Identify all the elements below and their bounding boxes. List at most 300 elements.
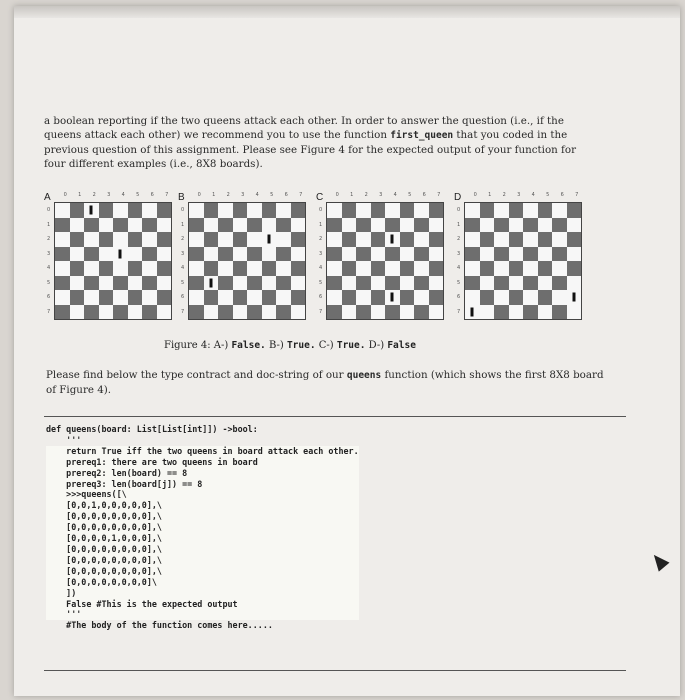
board-cell (567, 305, 582, 320)
board-cell (414, 203, 429, 218)
board-cell (523, 218, 538, 233)
board-cell (400, 232, 415, 247)
board-cell (247, 290, 262, 305)
row-index: 2 (319, 236, 323, 242)
board-letter: C (316, 192, 324, 203)
board-cell (480, 290, 495, 305)
board-cell (142, 218, 157, 233)
code-line: prereq1: there are two queens in board (46, 457, 359, 468)
board-cell (157, 261, 172, 276)
board-cell (142, 290, 157, 305)
column-index: 1 (488, 192, 492, 198)
board-cell (494, 261, 509, 276)
board-cell (414, 232, 429, 247)
board-cell (157, 305, 172, 320)
board-cell (262, 203, 277, 218)
chess-grid (326, 202, 444, 320)
board-cell (189, 276, 204, 291)
board-cell (113, 218, 128, 233)
board-cell (509, 232, 524, 247)
row-index: 2 (47, 236, 51, 242)
board-cell (276, 203, 291, 218)
board-cell (414, 290, 429, 305)
column-index: 7 (299, 192, 303, 198)
board-cell (218, 261, 233, 276)
code-line: [0,0,0,0,0,0,0,0],\ (46, 522, 359, 533)
board-cell (247, 261, 262, 276)
board-cell (552, 218, 567, 233)
board-cell (189, 232, 204, 247)
row-index: 5 (181, 279, 185, 286)
board-cell (538, 276, 553, 291)
board-cell (356, 203, 371, 218)
board-cell (84, 218, 99, 233)
column-index: 0 (335, 192, 339, 198)
column-index: 6 (422, 192, 426, 198)
board-cell (157, 218, 172, 233)
board-cell (538, 232, 553, 247)
document-page (14, 6, 680, 696)
caption-d-prefix: D-) (365, 340, 388, 351)
code-line: prereq3: len(board[j]) == 8 (46, 479, 359, 490)
code-line: [0,0,0,0,0,0,0,0]\ (46, 577, 359, 588)
row-index: 6 (457, 294, 461, 300)
board-cell (552, 305, 567, 320)
board-cell (414, 305, 429, 320)
row-index: 4 (181, 265, 185, 271)
column-index: 4 (531, 192, 535, 198)
board-cell (371, 290, 386, 305)
board-cell (494, 290, 509, 305)
board-cell (70, 203, 85, 218)
board-cell (55, 247, 70, 262)
board-cell (233, 276, 248, 291)
board-cell (291, 203, 306, 218)
board-cell (189, 290, 204, 305)
column-index: 6 (150, 192, 154, 198)
board-cell (400, 290, 415, 305)
board-cell (113, 290, 128, 305)
board-cell (538, 305, 553, 320)
caption-prefix: Figure 4: A-) (164, 340, 232, 351)
row-index: 4 (319, 265, 323, 271)
board-cell (509, 247, 524, 262)
board-cell (523, 276, 538, 291)
board-cell (552, 203, 567, 218)
queen-marker (572, 293, 575, 302)
board-cell (523, 203, 538, 218)
board-letter: B (178, 192, 185, 203)
column-index: 4 (255, 192, 259, 198)
row-index: 7 (457, 308, 461, 315)
board-cell (142, 261, 157, 276)
row-index: 2 (457, 236, 461, 242)
board-cell (204, 276, 219, 291)
column-index: 3 (241, 192, 245, 198)
board-cell (113, 261, 128, 276)
board-cell (494, 218, 509, 233)
column-index: 0 (63, 192, 67, 198)
board-cell (276, 261, 291, 276)
board-cell (509, 290, 524, 305)
row-index: 3 (47, 250, 51, 257)
row-index: 3 (181, 250, 185, 257)
code-line: return True iff the two queens in board attack each other. (46, 445, 359, 456)
board-cell (204, 203, 219, 218)
board-cell (371, 247, 386, 262)
board-cell (128, 247, 143, 262)
board-cell (509, 203, 524, 218)
board-cell (356, 305, 371, 320)
caption-b-prefix: B-) (265, 340, 287, 351)
row-index: 4 (457, 265, 461, 271)
board-cell (262, 247, 277, 262)
board-cell (204, 290, 219, 305)
board-cell (84, 203, 99, 218)
board-cell (342, 276, 357, 291)
board-cell (429, 276, 444, 291)
board-cell (538, 261, 553, 276)
board-cell (385, 261, 400, 276)
board-cell (429, 232, 444, 247)
caption-c: True. (336, 340, 366, 351)
code-line: [0,0,1,0,0,0,0,0],\ (46, 500, 359, 511)
board-cell (128, 261, 143, 276)
board-cell (400, 305, 415, 320)
board-cell (70, 290, 85, 305)
row-index: 4 (47, 265, 51, 271)
code-line: [0,0,0,0,0,0,0,0],\ (46, 555, 359, 566)
board-cell (113, 203, 128, 218)
board-cell (99, 218, 114, 233)
board-cell (99, 276, 114, 291)
column-index: 5 (136, 192, 140, 198)
column-index: 6 (284, 192, 288, 198)
board-cell (99, 290, 114, 305)
chess-grid (188, 202, 306, 320)
board-cell (465, 276, 480, 291)
board-cell (291, 261, 306, 276)
board-cell (371, 218, 386, 233)
column-index: 2 (502, 192, 506, 198)
board-cell (84, 232, 99, 247)
code-line: False #This is the expected output (46, 599, 359, 610)
board-cell (552, 261, 567, 276)
page-top-strip (14, 6, 680, 18)
board-cell (509, 276, 524, 291)
board-cell (414, 261, 429, 276)
board-cell (128, 305, 143, 320)
row-index: 3 (319, 250, 323, 257)
code-line: [0,0,0,0,1,0,0,0],\ (46, 533, 359, 544)
board-cell (113, 247, 128, 262)
board-cell (247, 232, 262, 247)
code-top-rule (44, 416, 626, 417)
board-cell (247, 305, 262, 320)
board-cell (523, 232, 538, 247)
board-cell (247, 218, 262, 233)
row-index: 1 (47, 221, 51, 228)
board-cell (262, 218, 277, 233)
board-cell (523, 247, 538, 262)
row-index: 6 (181, 294, 185, 300)
column-index: 3 (379, 192, 383, 198)
board-cell (385, 276, 400, 291)
board-cell (262, 305, 277, 320)
column-index-labels (468, 192, 584, 198)
code-line: ''' (46, 609, 359, 620)
board-cell (113, 232, 128, 247)
board-cell (371, 261, 386, 276)
board-cell (327, 247, 342, 262)
figure-caption (164, 340, 416, 351)
row-index-labels (457, 203, 460, 319)
board-cell (480, 261, 495, 276)
column-index: 2 (364, 192, 368, 198)
board-cell (429, 218, 444, 233)
board-cell (480, 305, 495, 320)
board-cell (189, 305, 204, 320)
board-cell (538, 247, 553, 262)
board-cell (204, 232, 219, 247)
board-cell (276, 276, 291, 291)
board-cell (494, 232, 509, 247)
code-line: >>>queens([\ (46, 489, 359, 500)
column-index: 3 (517, 192, 521, 198)
board-cell (429, 203, 444, 218)
board-cell (55, 290, 70, 305)
row-index: 0 (319, 207, 323, 213)
code-line: #The body of the function comes here..... (46, 620, 273, 631)
column-index: 7 (165, 192, 169, 198)
board-cell (567, 290, 582, 305)
column-index: 5 (546, 192, 550, 198)
board-cell (142, 203, 157, 218)
board-cell (371, 305, 386, 320)
board-cell (385, 247, 400, 262)
row-index: 7 (181, 308, 185, 315)
queen-marker (209, 278, 212, 287)
board-cell (371, 203, 386, 218)
column-index: 4 (393, 192, 397, 198)
board-cell (552, 276, 567, 291)
board-cell (465, 203, 480, 218)
board-cell (567, 218, 582, 233)
board-cell (538, 203, 553, 218)
row-index: 3 (457, 250, 461, 257)
board-cell (218, 218, 233, 233)
board-cell (567, 276, 582, 291)
row-index: 0 (47, 207, 51, 213)
row-index: 5 (457, 279, 461, 286)
board-cell (356, 218, 371, 233)
caption-a: False. (231, 340, 266, 351)
board-cell (128, 218, 143, 233)
code-block (46, 424, 359, 631)
board-cell (342, 261, 357, 276)
column-index: 0 (473, 192, 477, 198)
board-cell (385, 290, 400, 305)
board-cell (342, 247, 357, 262)
board-cell (523, 305, 538, 320)
board-cell (509, 218, 524, 233)
board-cell (342, 305, 357, 320)
intro-after: that you coded in the previous question of this assignment. Please see Figure 4 for the expected output of your function for four different examples (i.e., 8X8 boards). (44, 129, 576, 170)
board-cell (55, 305, 70, 320)
board-cell (142, 247, 157, 262)
board-cell (262, 232, 277, 247)
board-cell (55, 232, 70, 247)
board-cell (327, 261, 342, 276)
board-cell (142, 276, 157, 291)
board-cell (429, 261, 444, 276)
board-cell (99, 305, 114, 320)
board-cell (509, 305, 524, 320)
board-cell (538, 290, 553, 305)
board-cell (552, 247, 567, 262)
board-cell (400, 261, 415, 276)
board-cell (218, 290, 233, 305)
board-cell (414, 276, 429, 291)
board-cell (342, 232, 357, 247)
board-cell (70, 232, 85, 247)
board-cell (327, 232, 342, 247)
board-cell (567, 232, 582, 247)
board-cell (55, 218, 70, 233)
board-cell (189, 261, 204, 276)
board-cell (233, 290, 248, 305)
board-cell (523, 261, 538, 276)
board-cell (291, 305, 306, 320)
board-cell (414, 247, 429, 262)
board-cell (189, 247, 204, 262)
board-cell (142, 305, 157, 320)
board-cell (128, 232, 143, 247)
board-cell (233, 203, 248, 218)
queen-marker (90, 206, 93, 215)
column-index: 5 (408, 192, 412, 198)
board-cell (465, 247, 480, 262)
board-cell (247, 203, 262, 218)
board-cell (276, 218, 291, 233)
board-cell (291, 276, 306, 291)
board-cell (400, 247, 415, 262)
column-index: 6 (560, 192, 564, 198)
board-cell (233, 218, 248, 233)
board-cell (327, 305, 342, 320)
board-cell (523, 290, 538, 305)
column-index: 1 (350, 192, 354, 198)
board-cell (204, 261, 219, 276)
board-cell (400, 218, 415, 233)
board-cell (99, 232, 114, 247)
board-cell (218, 305, 233, 320)
queen-marker (471, 307, 474, 316)
board-cell (356, 247, 371, 262)
board-cell (400, 276, 415, 291)
board-letter: D (454, 192, 462, 203)
queen-marker (391, 235, 394, 244)
code-line: [0,0,0,0,0,0,0,0],\ (46, 566, 359, 577)
code-line: ]) (46, 588, 359, 599)
row-index: 6 (47, 294, 51, 300)
board-cell (84, 290, 99, 305)
code-line: prereq2: len(board) == 8 (46, 468, 359, 479)
board-cell (465, 305, 480, 320)
board-cell (70, 261, 85, 276)
code-line: [0,0,0,0,0,0,0,0],\ (46, 511, 359, 522)
board-cell (247, 276, 262, 291)
board-cell (480, 232, 495, 247)
board-cell (480, 247, 495, 262)
row-index: 0 (457, 207, 461, 213)
board-cell (84, 261, 99, 276)
board-cell (385, 203, 400, 218)
column-index-labels (58, 192, 174, 198)
board-cell (385, 218, 400, 233)
board-cell (538, 218, 553, 233)
board-cell (567, 261, 582, 276)
board-cell (157, 276, 172, 291)
board-cell (55, 261, 70, 276)
row-index: 1 (457, 221, 461, 228)
column-index: 2 (226, 192, 230, 198)
board-cell (276, 247, 291, 262)
board-cell (113, 276, 128, 291)
board-cell (342, 218, 357, 233)
board-cell (429, 247, 444, 262)
row-index-labels (47, 203, 50, 319)
chess-grid (54, 202, 172, 320)
board-cell (291, 218, 306, 233)
para2-fn: queens (346, 370, 382, 381)
board-cell (371, 276, 386, 291)
board-cell (480, 203, 495, 218)
board-cell (356, 261, 371, 276)
board-cell (204, 218, 219, 233)
board-cell (552, 232, 567, 247)
code-line: ''' (46, 434, 82, 445)
board-cell (327, 290, 342, 305)
board-cell (128, 276, 143, 291)
queen-marker (267, 235, 270, 244)
board-cell (356, 276, 371, 291)
board-cell (157, 247, 172, 262)
row-index: 7 (47, 308, 51, 315)
board-cell (342, 203, 357, 218)
queen-marker (391, 293, 394, 302)
board-cell (99, 261, 114, 276)
board-cell (400, 203, 415, 218)
board-cell (233, 247, 248, 262)
board-cell (494, 247, 509, 262)
chess-grid (464, 202, 582, 320)
board-cell (233, 232, 248, 247)
para2-before: Please find below the type contract and doc-string of our (46, 369, 347, 381)
row-index: 6 (319, 294, 323, 300)
board-cell (262, 276, 277, 291)
column-index-labels (192, 192, 308, 198)
board-cell (356, 232, 371, 247)
column-index: 3 (107, 192, 111, 198)
board-cell (494, 203, 509, 218)
board-cell (84, 305, 99, 320)
board-cell (327, 203, 342, 218)
board-cell (567, 247, 582, 262)
board-cell (189, 218, 204, 233)
intro-fn-name: first_queen (390, 130, 454, 141)
code-line: def queens(board: List[List[int]]) ->bool: (46, 424, 258, 434)
